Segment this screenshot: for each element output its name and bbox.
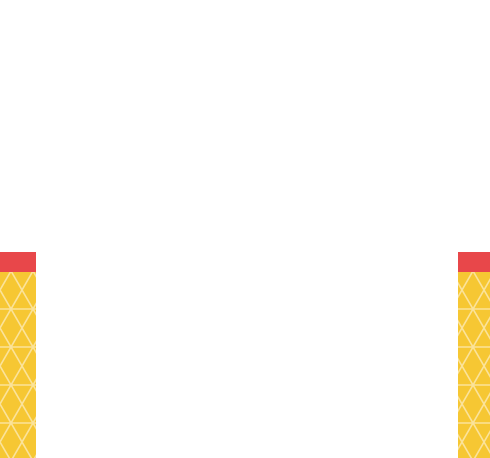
left-red-band [0,252,36,272]
right-red-band [458,252,490,272]
right-yellow-pattern [458,272,490,458]
product-photo [0,176,490,458]
paper-stack-illustration [0,176,490,458]
left-yellow-pattern [0,272,36,458]
